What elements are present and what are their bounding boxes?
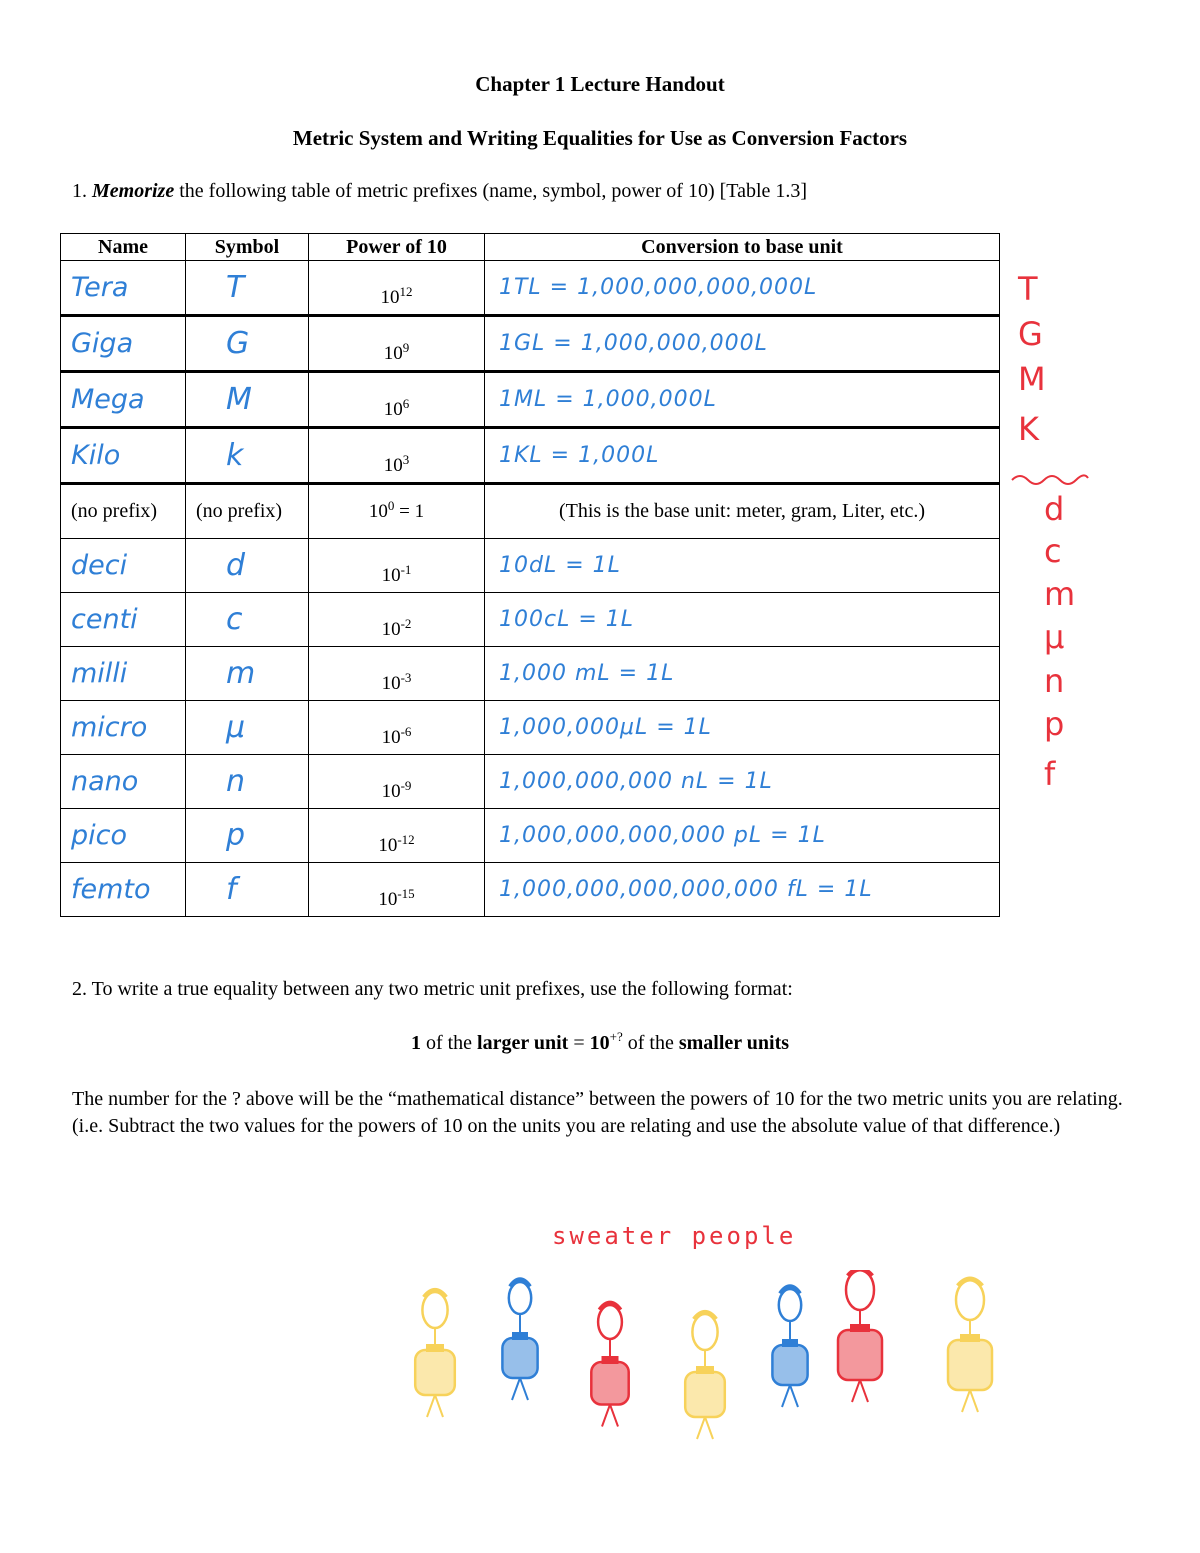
conversion-text: 1TL = 1,000,000,000,000L (499, 275, 818, 300)
conversion-cell (485, 647, 1000, 701)
power-base: 10 (381, 781, 401, 802)
conversion-text: 1,000,000,000,000,000 fL = 1L (499, 877, 873, 902)
formula-smaller: smaller units (678, 1032, 790, 1054)
prefix-name: (no prefix) (71, 500, 158, 522)
prefix-symbol: d (226, 548, 246, 583)
table-row (61, 316, 1000, 372)
prefix-symbol-cell (186, 701, 309, 755)
power-cell (309, 261, 485, 316)
power-exponent: -3 (400, 670, 412, 685)
margin-prefix-note: d (1044, 490, 1065, 528)
power-cell (309, 316, 485, 372)
power-cell (309, 428, 485, 484)
page-subtitle: Metric System and Writing Equalities for Use as Conversion Factors (292, 126, 908, 150)
prefix-symbol-cell (186, 647, 309, 701)
table-row (61, 863, 1000, 917)
sweater-people-drawing (400, 1270, 1020, 1470)
prefix-symbol: f (226, 872, 237, 907)
prefix-name-cell (61, 701, 186, 755)
prefix-symbol-cell (186, 593, 309, 647)
prefix-name: deci (71, 550, 128, 581)
table-row (61, 593, 1000, 647)
prefix-symbol: T (226, 270, 245, 305)
formula-ten: 10 (589, 1032, 610, 1054)
equality-formula (0, 1029, 1200, 1055)
table-header-row (61, 234, 1000, 261)
power-base: 10 (378, 835, 398, 856)
prefix-symbol-cell (186, 863, 309, 917)
prefix-symbol: m (226, 656, 256, 691)
margin-prefix-note: G (1018, 315, 1043, 353)
power-base: 10 (381, 565, 401, 586)
prefix-name-cell (61, 809, 186, 863)
sweater-person (415, 1290, 455, 1417)
prefix-name-cell (61, 484, 186, 539)
prefix-symbol-cell (186, 809, 309, 863)
sweater-person (685, 1312, 725, 1439)
prefix-symbol: (no prefix) (196, 500, 283, 522)
conversion-text: 1GL = 1,000,000,000L (499, 331, 768, 356)
formula-eq: = (568, 1032, 590, 1054)
conversion-cell (485, 863, 1000, 917)
prefix-name-cell (61, 428, 186, 484)
table-row (61, 261, 1000, 316)
header-symbol: Symbol (186, 234, 309, 261)
conversion-cell (485, 809, 1000, 863)
instruction-2: 2. To write a true equality between any two metric unit prefixes, use the following format: (72, 978, 793, 1000)
margin-notes (1010, 270, 1100, 850)
prefix-symbol-cell (186, 316, 309, 372)
power-base: 10 (380, 287, 400, 308)
margin-prefix-note: p (1044, 705, 1065, 743)
prefix-symbol-cell (186, 484, 309, 539)
power-exponent: -12 (397, 832, 415, 847)
prefix-name: Giga (71, 328, 134, 359)
conversion-cell (485, 428, 1000, 484)
prefix-symbol-cell (186, 539, 309, 593)
instruction-text: the following table of metric prefixes (name, symbol, power of 10) [Table 1.3] (179, 180, 808, 202)
formula-exp: +? (609, 1029, 623, 1044)
power-exponent: -6 (400, 724, 412, 739)
formula-larger: larger unit (477, 1032, 569, 1054)
table-row (61, 484, 1000, 539)
conversion-text: 100cL = 1L (499, 607, 635, 632)
prefix-symbol: p (226, 818, 246, 853)
table-row (61, 809, 1000, 863)
table-row (61, 647, 1000, 701)
prefix-symbol: k (226, 438, 244, 473)
power-base: 10 (368, 501, 388, 522)
header-power: Power of 10 (309, 234, 485, 261)
margin-prefix-note: T (1018, 270, 1038, 308)
prefix-name-cell (61, 593, 186, 647)
prefix-symbol: c (226, 602, 243, 637)
table-row (61, 755, 1000, 809)
prefix-name-cell (61, 755, 186, 809)
power-base: 10 (383, 455, 403, 476)
conversion-text: 1ML = 1,000,000L (499, 387, 717, 412)
conversion-text: 10dL = 1L (499, 553, 621, 578)
sweater-person (948, 1279, 992, 1412)
conversion-cell (485, 316, 1000, 372)
prefix-name: micro (71, 712, 148, 743)
prefix-name: milli (71, 658, 128, 689)
formula-of2: of the (622, 1032, 679, 1054)
power-exponent: -2 (400, 616, 412, 631)
conversion-cell (485, 593, 1000, 647)
prefix-name: Kilo (71, 440, 121, 471)
prefix-symbol: G (226, 326, 250, 361)
prefix-name: Tera (71, 272, 129, 303)
conversion-text: 1,000,000μL = 1L (499, 715, 712, 740)
prefix-symbol: μ (226, 710, 246, 745)
power-exponent: 9 (402, 340, 410, 355)
prefix-name: nano (71, 766, 139, 797)
drawing-caption: sweater people (552, 1222, 797, 1250)
margin-prefix-note: K (1018, 410, 1039, 448)
power-base: 10 (381, 727, 401, 748)
table-row (61, 428, 1000, 484)
margin-prefix-note: μ (1044, 618, 1065, 656)
prefix-symbol-cell (186, 372, 309, 428)
power-exponent: 12 (399, 284, 413, 299)
prefix-symbol-cell (186, 428, 309, 484)
prefix-symbol-cell (186, 261, 309, 316)
prefix-name-cell (61, 647, 186, 701)
page-title: Chapter 1 Lecture Handout (475, 72, 725, 96)
sweater-person (838, 1270, 882, 1402)
power-base: 10 (383, 343, 403, 364)
margin-prefix-note: M (1018, 360, 1046, 398)
conversion-text: 1,000,000,000 nL = 1L (499, 769, 773, 794)
power-exponent: -1 (400, 562, 412, 577)
prefix-name-cell (61, 261, 186, 316)
margin-prefix-note: f (1044, 755, 1056, 793)
conversion-cell (485, 261, 1000, 316)
power-exponent: 6 (402, 396, 410, 411)
prefix-name: centi (71, 604, 138, 635)
power-base: 10 (381, 673, 401, 694)
formula-of: of the (420, 1032, 478, 1054)
power-cell (309, 372, 485, 428)
conversion-text: (This is the base unit: meter, gram, Liter, etc.) (558, 500, 926, 522)
prefix-name: femto (71, 874, 151, 905)
prefix-symbol-cell (186, 755, 309, 809)
conversion-cell (485, 755, 1000, 809)
power-cell (309, 647, 485, 701)
power-cell (309, 863, 485, 917)
instruction-number: 1. (72, 180, 87, 202)
power-exponent: 0 (387, 498, 395, 513)
power-cell (309, 701, 485, 755)
header-conversion: Conversion to base unit (485, 234, 1000, 261)
margin-prefix-note: c (1044, 532, 1062, 570)
conversion-text: 1,000 mL = 1L (499, 661, 675, 686)
power-base: 10 (378, 889, 398, 910)
conversion-text: 1,000,000,000,000 pL = 1L (499, 823, 826, 848)
table-row (61, 372, 1000, 428)
prefix-symbol: M (226, 382, 252, 417)
header-name: Name (61, 234, 186, 261)
conversion-text: 1KL = 1,000L (499, 443, 660, 468)
power-cell (309, 484, 485, 539)
power-cell (309, 755, 485, 809)
prefix-name: pico (71, 820, 128, 851)
power-exponent: 3 (402, 452, 410, 467)
prefix-name-cell (61, 863, 186, 917)
power-cell (309, 539, 485, 593)
power-cell (309, 809, 485, 863)
instruction-emphasis: Memorize (92, 180, 175, 202)
power-base: 10 (383, 399, 403, 420)
sweater-person (772, 1287, 807, 1407)
power-cell (309, 593, 485, 647)
conversion-cell (485, 484, 1000, 539)
prefix-name-cell (61, 316, 186, 372)
power-exponent: -15 (397, 886, 415, 901)
power-suffix: = 1 (394, 501, 425, 522)
sweater-person (502, 1280, 537, 1400)
conversion-cell (485, 372, 1000, 428)
sweater-person (591, 1303, 628, 1426)
prefix-name-cell (61, 372, 186, 428)
power-base: 10 (381, 619, 401, 640)
instruction-1 (72, 180, 807, 203)
prefix-name-cell (61, 539, 186, 593)
margin-prefix-note: m (1044, 575, 1076, 613)
squiggle-divider (1010, 468, 1090, 488)
conversion-cell (485, 701, 1000, 755)
formula-one: 1 (410, 1032, 421, 1054)
table-row (61, 701, 1000, 755)
prefix-symbol: n (226, 764, 246, 799)
explanation-paragraph: The number for the ? above will be the “mathematical distance” between the powers of 10 for the two metric units you are relating. (i.e. Subtract the two values for the powers of 10 on the units you are relating and use the absolute value of that difference.) (72, 1088, 1123, 1137)
metric-prefix-table (60, 233, 1000, 917)
power-exponent: -9 (400, 778, 412, 793)
conversion-cell (485, 539, 1000, 593)
prefix-name: Mega (71, 384, 145, 415)
margin-prefix-note: n (1044, 662, 1065, 700)
table-row (61, 539, 1000, 593)
